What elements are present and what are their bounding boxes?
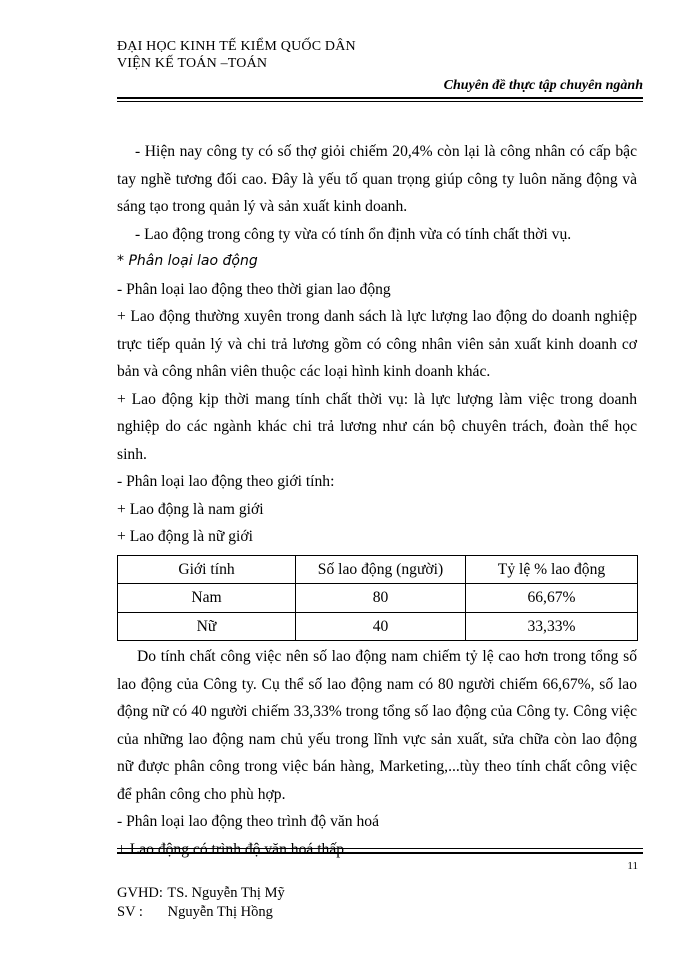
document-body [117,138,637,863]
table-cell: Nữ [118,612,296,641]
header-institution [117,38,356,72]
paragraph-low-education-labor: + Lao động có trình độ văn hoá thấp [117,840,345,858]
header-institute: VIỆN KẾ TOÁN –TOÁN [117,56,268,71]
table-header-row [118,555,638,584]
paragraph-seasonal-labor: + Lao động kịp thời mang tính chất thời vụ: là lực lượng làm việc trong doanh nghiệp do các ngành khác chi trả lương như cán bộ chuyên trách, đoàn thể học sinh. [117,390,637,463]
header-rule-thin [117,101,643,102]
paragraph-female-labor: + Lao động là nữ giới [117,528,253,545]
paragraph-classify-by-gender: - Phân loại lao động theo giới tính: [117,473,335,490]
supervisor-name: TS. Nguyễn Thị Mỹ [167,885,285,901]
paragraph-classify-by-education: - Phân loại lao động theo trình độ văn hoá [117,813,380,830]
table-cell: Nam [118,584,296,613]
table-cell: 33,33% [466,612,638,641]
gender-labor-table [117,555,638,642]
page-number: 11 [627,860,638,872]
paragraph-male-labor: + Lao động là nam giới [117,500,264,518]
paragraph-classify-by-time: - Phân loại lao động theo thời gian lao động [117,280,391,298]
table-cell: 40 [296,612,466,641]
table-header-cell: Tỷ lệ % lao động [466,555,638,584]
paragraph-permanent-labor: + Lao động thường xuyên trong danh sách là lực lượng lao động do doanh nghiệp trực tiếp quản lý và chi trả lương gồm có công nhân viên sản xuất kinh doanh cơ bản và công nhân viên thuộc các loại hình kinh doanh khác. [117,308,637,380]
footer-supervisor [117,884,285,903]
header-rule-thick [117,97,643,99]
footer-credits [117,884,285,922]
student-name: Nguyễn Thị Hồng [167,904,273,920]
footer-rule-thin [117,848,643,849]
paragraph-gender-analysis: Do tính chất công việc nên số lao động nam chiếm tỷ lệ cao hơn trong tổng số lao động của Công ty. Cụ thể số lao động nam có 80 người chiếm 66,67%, số lao động nữ có 40 người chiếm 33,33% trong tổng số lao động của Công ty. Công việc của những lao động nam chủ yếu trong lĩnh vực sản xuất, sửa chữa còn lao động nữ được phân công trong việc bán hàng, Marketing,...tùy theo tính chất công việc để phân công cho phù hợp. [117,648,637,803]
table-header-cell: Giới tính [118,555,296,584]
paragraph-labor-stability: - Lao động trong công ty vừa có tính ổn định vừa có tính chất thời vụ. [135,225,572,243]
table-row [118,612,638,641]
student-label: SV : [117,904,143,920]
footer-student [117,903,285,922]
table-row [118,584,638,613]
table-cell: 66,67% [466,584,638,613]
header-document-type: Chuyên đề thực tập chuyên ngành [443,78,643,93]
table-cell: 80 [296,584,466,613]
paragraph-skilled-workers: - Hiện nay công ty có số thợ giỏi chiếm 20,4% còn lại là công nhân có cấp bậc tay nghề tương đối cao. Đây là yếu tố quan trọng giúp công ty luôn năng động và sáng tạo trong quản lý và sản xuất kinh doanh. [117,143,637,215]
section-heading-labor-classification: * Phân loại lao động [117,253,258,269]
header-university: ĐẠI HỌC KINH TẾ KIỂM QUỐC DÂN [117,39,356,54]
supervisor-label: GVHD: [117,885,163,901]
footer-rule-thick [117,852,643,854]
table-header-cell: Số lao động (người) [296,555,466,584]
